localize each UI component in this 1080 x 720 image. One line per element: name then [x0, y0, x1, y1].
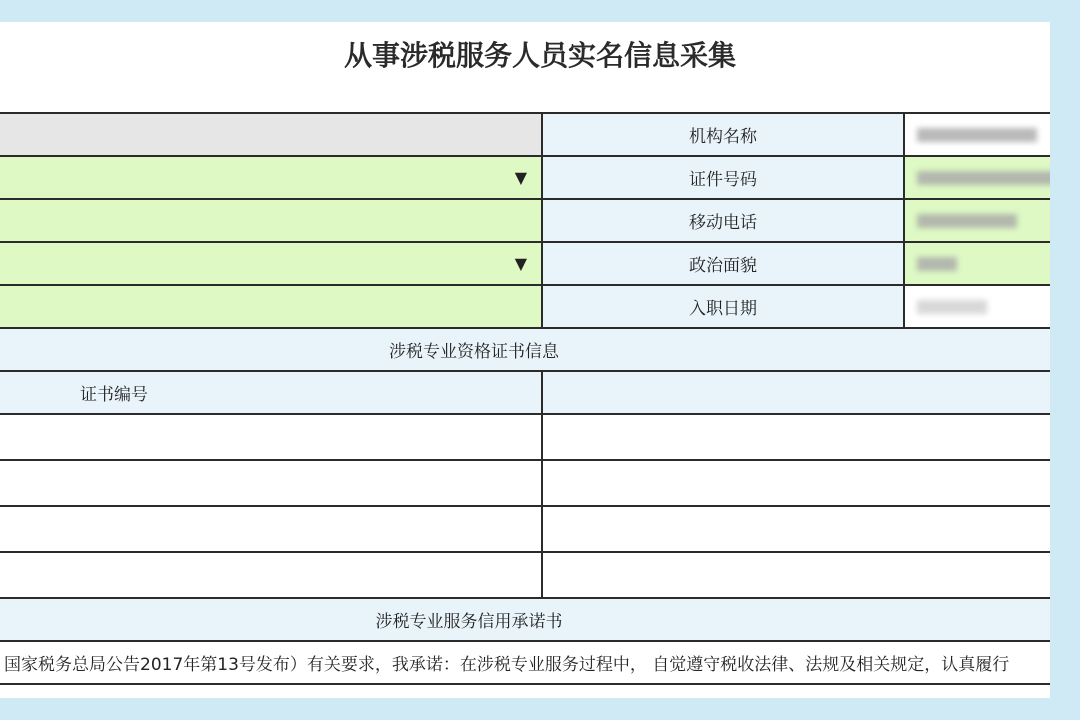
cert-cell[interactable] [542, 552, 1050, 598]
id-number-label: 证件号码 [542, 156, 904, 199]
row-credit-pledge-title [0, 598, 1050, 641]
text-field-2[interactable] [0, 199, 542, 242]
qualification-section-title: 涉税专业资格证书信息 [0, 328, 1050, 371]
chevron-down-icon[interactable]: ▼ [514, 168, 527, 187]
cert-extra-header [542, 371, 1050, 414]
cert-number-header: 证书编号 [0, 371, 542, 414]
row-org-name [0, 113, 1050, 156]
info-form-table [0, 112, 1050, 685]
row-qualification-title [0, 328, 1050, 371]
row-pledge-text [0, 641, 1050, 684]
form-sheet [0, 22, 1050, 698]
cert-cell[interactable] [0, 552, 542, 598]
row-political [0, 242, 1050, 285]
page-title: 从事涉税服务人员实名信息采集 [343, 39, 736, 72]
cert-cell[interactable] [0, 460, 542, 506]
cert-cell[interactable] [0, 414, 542, 460]
pledge-text: 国家税务总局公告2017年第13号发布）有关要求，我承诺：在涉税专业服务过程中， 自觉遵守税收法律、法规及相关规定，认真履行 [0, 641, 1050, 684]
org-left-field[interactable] [0, 113, 542, 156]
id-number-value[interactable] [904, 156, 1050, 199]
credit-pledge-section-title: 涉税专业服务信用承诺书 [0, 598, 1050, 641]
row-id-number [0, 156, 1050, 199]
cert-cell[interactable] [542, 460, 1050, 506]
table-row [0, 552, 1050, 598]
dropdown-field-1[interactable] [0, 156, 542, 199]
org-name-label: 机构名称 [542, 113, 904, 156]
table-row [0, 460, 1050, 506]
row-hire-date [0, 285, 1050, 328]
chevron-down-icon[interactable]: ▼ [514, 254, 527, 273]
mobile-label: 移动电话 [542, 199, 904, 242]
cert-cell[interactable] [0, 506, 542, 552]
political-label: 政治面貌 [542, 242, 904, 285]
table-row [0, 506, 1050, 552]
row-cert-header [0, 371, 1050, 414]
mobile-value[interactable] [904, 199, 1050, 242]
org-name-value[interactable] [904, 113, 1050, 156]
text-field-4[interactable] [0, 285, 542, 328]
dropdown-field-3[interactable] [0, 242, 542, 285]
political-value[interactable] [904, 242, 1050, 285]
cert-cell[interactable] [542, 414, 1050, 460]
row-mobile [0, 199, 1050, 242]
cert-cell[interactable] [542, 506, 1050, 552]
hire-date-value[interactable] [904, 285, 1050, 328]
table-row [0, 414, 1050, 460]
hire-date-label: 入职日期 [542, 285, 904, 328]
